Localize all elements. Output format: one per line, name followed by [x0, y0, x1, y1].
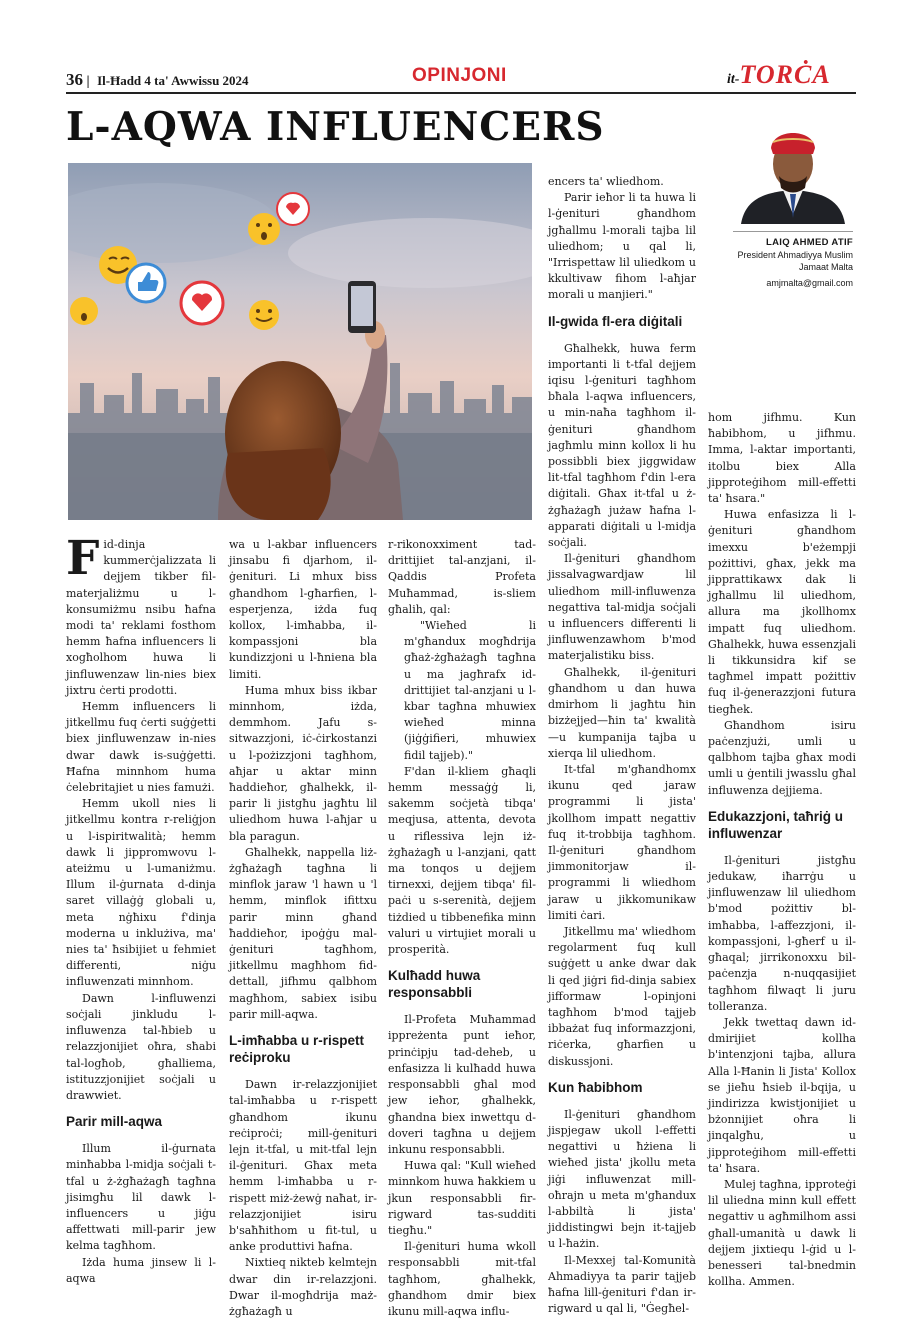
paragraph: Dawn l-influwenzi soċjali jinkludu l-influwenza tal-ħbieb u relazzjonijiet oħra, sħabi tal-logħob, għalliema, istituzzjonijiet soċjali u drawwiet.: [66, 991, 216, 1102]
paragraph: It-tfal m'għandhomx ikunu qed jaraw programmi li jista' jkollhom impatt negattiv fuq it-trobbija tagħhom. Il-ġenituri għandhom jimmonitorjaw il-programmi li wliedhom jaraw u jikkomunikaw limiti ċari.: [548, 762, 696, 922]
paragraph: Dawn ir-relazzjonijiet tal-imħabba u r-rispett għandhom ikunu reċiproċi; mill-ġenituri lejn it-tfal, u mit-tfal lejn il-ġenituri. Għax meta hemm l-imħabba u r-rispett miż-żewġ naħat, ir-relazzjonijiet isiru b'saħħithom u fit-tul, u anke produttivi ħafna.: [229, 1078, 377, 1254]
paragraph: wa u l-akbar influencers jinsabu fi djarhom, il-ġenituri. Li mhux biss għandhom l-għarfien, l-esperjenza, iżda fuq kollox, l-imħabba, il-kompassjoni bla kundizzjoni u l-ħniena bla limiti.: [229, 538, 377, 681]
paragraph: Il-ġenituri għandhom jissalvagwardjaw lil uliedhom mill-influwenza negattiva tal-midja soċjali u influencers differenti li jinfluwenzawhom b'mod materjalistiku biss.: [548, 552, 696, 663]
subheading: L-imħabba u r-rispett reċiproku: [229, 1033, 365, 1066]
paragraph: Iżda huma jinsew li l-aqwa: [66, 1255, 216, 1285]
subheading: Edukazzjoni, taħriġ u influwenzar: [708, 808, 844, 841]
paragraph: Jekk twettaq dawn id-dmirijiet kollha b'intenzjoni tajba, allura Alla l-Ħanin li Jista' Kollox se jieħu ħsieb il-bqija, u jindirizza kwistjonijiet u bżonnijiet oħra li jinqalgħu, u jipproteġihom mill-effetti ta' ħsara.: [708, 1015, 856, 1175]
paragraph: Il-ġenituri jistgħu jedukaw, iħarrġu u jinfluwenzaw lil uliedhom b'mod pożittiv bl-imħabba, l-affezzjoni, il-kompassjoni, l-għerf u il-għaqal; jirrikonoxxu bil-paċenzja n-nuqqasijiet tagħhom filwaqt li juru tolleranza.: [708, 853, 856, 1013]
subheading: Parir mill-aqwa: [66, 1114, 163, 1130]
paragraph: Il-ġenituri huma wkoll responsabbli mit-tfal tagħhom, għalhekk, għandhom dmir biex ikunu mill-aqwa influ-: [388, 1240, 536, 1318]
logo-main: TORĊA: [739, 60, 831, 89]
paragraph: Huwa enfasizza li l-ġenituri għandhom imexxu b'eżempji pożittivi, għax, jekk ma jipprattikawx dak li jgħallmu lil uliedhom, allura ma jkollhomx impatt fuq uliedhom. Għalhekk, huwa essenzjali li tikkunsidra kif se tagħmel impatt pożittiv fuq il-ġenerazzjoni futura tiegħek.: [708, 508, 856, 716]
paragraph: Parir ieħor li ta huwa li l-ġenituri għandhom jgħallmu l-morali tajba lil uliedhom; u qal li, "Irrispettaw lil uliedkom u kkultivaw fihom l-aħjar morali u manjieri.": [548, 191, 696, 302]
author-email: amjmalta@gmail.com: [766, 278, 853, 288]
paragraph: Huwa qal: "Kull wieħed minnkom huwa ħakkiem u jkun responsabbli fir-rigward tas-sudditi tiegħu.": [388, 1159, 536, 1237]
paragraph: encers ta' wliedhom.: [548, 175, 664, 188]
hadith-quote: "Wieħed li m'għandux mogħdrija għaż-żgħażagħ tagħna u ma jagħrafx id-drittijiet tal-anzjani u l-kbar tagħna mhuwiex wieħed minna (jiġġifieri, mhuwiex fidil tajjeb).": [404, 619, 536, 762]
paragraph: Hemm ukoll nies li jitkellmu kontra r-reliġjon u l-ispiritwalità; hemm dawk li jippromwovu l-ateiżmu u l-umaniżmu. Illum il-ġurnata d-dinja saret villaġġ globali u, meta nġħixu f'dinja moderna u inklużiva, ma' nies ta' ħsibijiet u fehmiet differenti, niġu influwenzati minnhom.: [66, 797, 216, 989]
author-title: President Ahmadiyya Muslim: [737, 250, 853, 260]
subheading: Il-gwida fl-era diġitali: [548, 313, 683, 329]
paragraph: Jitkellmu ma' wliedhom regolarment fuq kull suġġett u anke dwar dak li qed jiġri fid-dinja sabiex jifformaw l-opinjoni tagħhom b'mod tajjeb ibbażat fuq informazzjoni, riċerka, għarfien u diskussjoni.: [548, 924, 696, 1068]
newspaper-logo: [727, 60, 831, 90]
author-portrait: [733, 118, 853, 224]
paragraph: Nixtieq nikteb kelmtejn dwar din ir-relazzjoni. Dwar il-mogħdrija maż-żgħażagħ u: [229, 1256, 377, 1318]
author-name: LAIQ AHMED ATIF: [766, 237, 853, 248]
paragraph: hom jifhmu. Kun ħabibhom, u jifhmu. Imma, l-aktar importanti, itolbu biex Alla jipproteġihom mill-effetti ta' ħsara.": [708, 411, 856, 506]
paragraph: Il-Profeta Muħammad ippreżenta punt ieħor, prinċipju tad-deheb, u enfasizza li kulħadd huwa responsabbli għal mod jew ieħor, għalhekk, għandna biex inwettqu d-doveri tagħna u dejjem inkunu responsabbli.: [388, 1013, 536, 1156]
article-column-5: [708, 410, 856, 1290]
author-divider: [733, 231, 853, 232]
author-photo: [733, 118, 853, 224]
issue-date: Il-Ħadd 4 ta' Awwissu 2024: [97, 73, 249, 88]
article-photo: [68, 163, 532, 520]
paragraph: Hemm influencers li jitkellmu fuq ċerti suġġetti biex jinfluwenzaw in-nies dwar dawk is-suġġetti. Ħafna minnhom huma ċelebritajiet u nies famużi.: [66, 700, 216, 795]
header-rule: [66, 92, 856, 94]
article-headline: L-AQWA INFLUENCERS: [66, 104, 605, 150]
paragraph: Għandhom isiru paċenzjużi, umli u qalbhom tajba għax modi umli u ġentili jwasslu għal influwenza dejjiema.: [708, 718, 856, 797]
article-column-4: [548, 174, 696, 1317]
header-separator: |: [86, 74, 94, 89]
page-header-info: [66, 70, 249, 90]
paragraph: Għalhekk, il-ġenituri għandhom u dan huwa dmirhom li jagħtu ħin bizżejjed—ħin ta' kwalità—u kumpanija tajba u xierqa lil uliedhom.: [548, 665, 696, 760]
paragraph: Mulej tagħna, ipproteġi lil uliedna minn kull effett negattiv u agħmilhom assi għall-umanità u dawk li dejjem jixtiequ l-ġid u l-benesseri tal-bnedmin kollha. Ammen.: [708, 1177, 856, 1289]
paragraph: F'dan il-kliem għaqli hemm messaġġ li, sakemm soċjetà tibqa' meqjusa, attenta, devota u riflessiva lejn iż-żgħażagħ u l-anzjani, qatt ma tonqos u dejjem tirnexxi, dejjem tibqa' fil-paċi u s-serenità, dejjem tiżdied u tibbenefika minn valuri u virtujiet morali u prosperità.: [388, 764, 536, 957]
author-org: Jamaat Malta: [798, 262, 853, 272]
subheading: Kulħadd huwa responsabbli: [388, 968, 481, 1001]
article-column-1: [66, 531, 216, 1287]
subheading: Kun ħabibhom: [548, 1079, 643, 1095]
paragraph: Il-Mexxej tal-Komunità Ahmadiyya ta parir tajjeb ħafna lill-ġenituri f'dan ir-rigward u qal li, "Ġegħel-: [548, 1253, 696, 1316]
page-number: 36: [66, 70, 83, 89]
paragraph: Illum il-ġurnata minħabba l-midja soċjali t-tfal u ż-żgħażagħ tagħna jisimgħu lil dawk l-influencers u jiġu affettwati mill-parir jew kelma tagħhom.: [66, 1142, 216, 1253]
drop-cap: F: [66, 531, 100, 586]
paragraph: id-dinja kummerċjalizzata li dejjem tikber fil-materjaliżmu u l-konsumiżmu nsibu ħafna modi ta' reklami fosthom hemm ħafna influencers li xogħolhom huwa li jinfluwenzaw lin-nies biex jixtru ċerti prodotti.: [66, 538, 216, 697]
logo-prefix: it-: [727, 72, 740, 87]
paragraph: Għalhekk, huwa ferm importanti li t-tfal dejjem iqisu l-ġenituri tagħhom bħala l-aqwa influencers, u min-naħa tagħhom il-ġenituri għandhom jagħmlu minn kollox li hu possibbli biex jiggwidaw lit-tfal tagħhom f'din l-era diġitali. Għax it-tfal u ż-żgħażagħ jużaw ħafna l-apparati diġitali u l-midja soċjali.: [548, 341, 696, 550]
author-box: [733, 237, 853, 289]
paragraph: Il-ġenituri għandhom jispjegaw ukoll l-effetti negattivi u ħżiena li wieħed jista' jkollu meta jiġi influwenzat mill-oħrajn u meta m'għandux l-abbiltà li jista' jiddistingwi bejn it-tajjeb u l-ħażin.: [548, 1107, 696, 1251]
paragraph: Għalhekk, nappella liż-żgħażagħ tagħna li minflok jaraw 'l hawn u 'l hemm, minflok ifittxu parir minn għand ħaddieħor, ipoġġu mal-ġenituri tagħhom, jitkellmu magħhom fid-dettall, jifhmu qalbhom magħhom, sabiex isibu parir mill-aqwa.: [229, 845, 377, 1021]
paragraph: Huma mhux biss ikbar minnhom, iżda, demmhom. Jafu s-sitwazzjoni, iċ-ċirkostanzi u l-pożizzjoni tagħhom, aħjar u aktar minn ħaddieħor, għalhekk, il-parir li jistgħu jagħtu lil uliedhom huwa l-aħjar u bla paragun.: [229, 683, 377, 843]
paragraph: r-rikonoxximent tad-drittijiet tal-anzjani, il-Qaddis Profeta Muħammad, is-sliem għalih, qal:: [388, 538, 536, 616]
article-column-3: [388, 537, 536, 1320]
selfie-emoji-illustration: [68, 163, 532, 520]
section-title: OPINJONI: [412, 65, 507, 86]
article-column-2: [229, 537, 377, 1320]
